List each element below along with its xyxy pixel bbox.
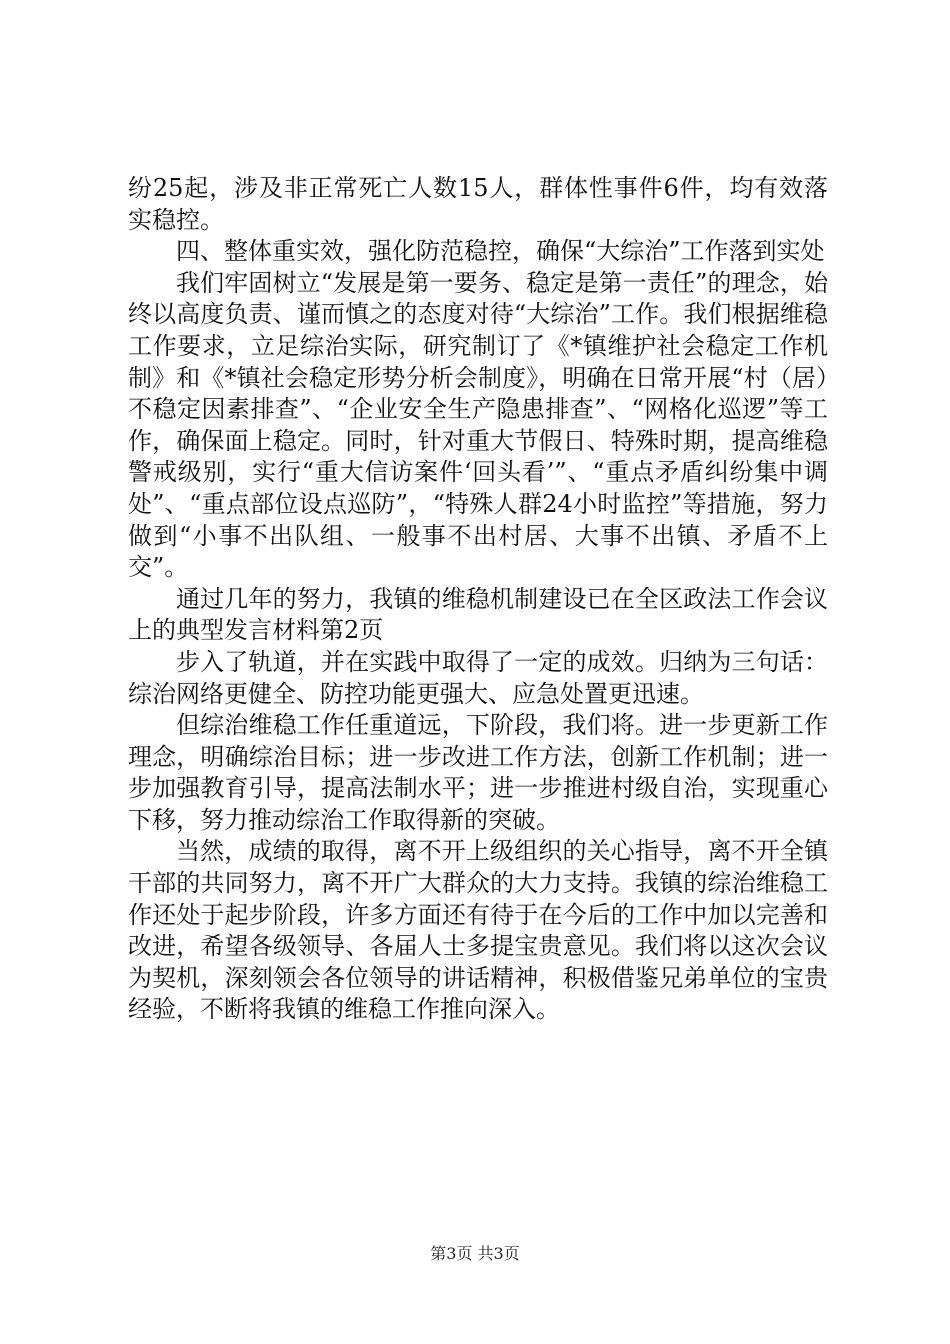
page-footer: 第3页 共3页 <box>430 1244 520 1263</box>
paragraph: 当然，成绩的取得，离不开上级组织的关心指导，离不开全镇干部的共同努力，离不开广大群众的大力支持。我镇的综治维稳工作还处于起步阶段，许多方面还有待于在今后的工作中加以完善和改进，希望各级领导、各届人士多提宝贵意见。我们将以这次会议为契机，深刻领会各位领导的讲话精神，积极借鉴兄弟单位的宝贵经验，不断将我镇的维稳工作推向深入。 <box>128 837 828 1024</box>
paragraph: 通过几年的努力，我镇的维稳机制建设已在全区政法工作会议上的典型发言材料第2页 <box>128 584 828 645</box>
document-body <box>128 173 828 1026</box>
section-heading: 四、整体重实效，强化防范稳控，确保“大综治”工作落到实处 <box>176 237 825 266</box>
paragraph: 步入了轨道，并在实践中取得了一定的成效。归纳为三句话：综治网络更健全、防控功能更强大、应急处置更迅速。 <box>128 647 828 708</box>
paragraph-continuation: 纷25起，涉及非正常死亡人数15人，群体性事件6件，均有效落实稳控。 <box>128 174 828 234</box>
paragraph: 但综治维稳工作任重道远，下阶段，我们将。进一步更新工作理念，明确综治目标；进一步改进工作方法，创新工作机制；进一步加强教育引导，提高法制水平；进一步推进村级自治，实现重心下移，努力推动综治工作取得新的突破。 <box>128 711 828 834</box>
paragraph: 我们牢固树立“发展是第一要务、稳定是第一责任”的理念，始终以高度负责、谨而慎之的态度对待“大综治”工作。我们根据维稳工作要求，立足综治实际，研究制订了《*镇维护社会稳定工作机制》和《*镇社会稳定形势分析会制度》，明确在日常开展“村（居）不稳定因素排查”、“企业安全生产隐患排查”、“网格化巡逻”等工作，确保面上稳定。同时，针对重大节假日、特殊时期，提高维稳警戒级别，实行“重大信访案件‘回头看’”、“重点矛盾纠纷集中调处”、“重点部位设点巡防”，“特殊人群24小时监控”等措施，努力做到“小事不出队组、一般事不出村居、大事不出镇、矛盾不上交”。 <box>128 268 828 582</box>
